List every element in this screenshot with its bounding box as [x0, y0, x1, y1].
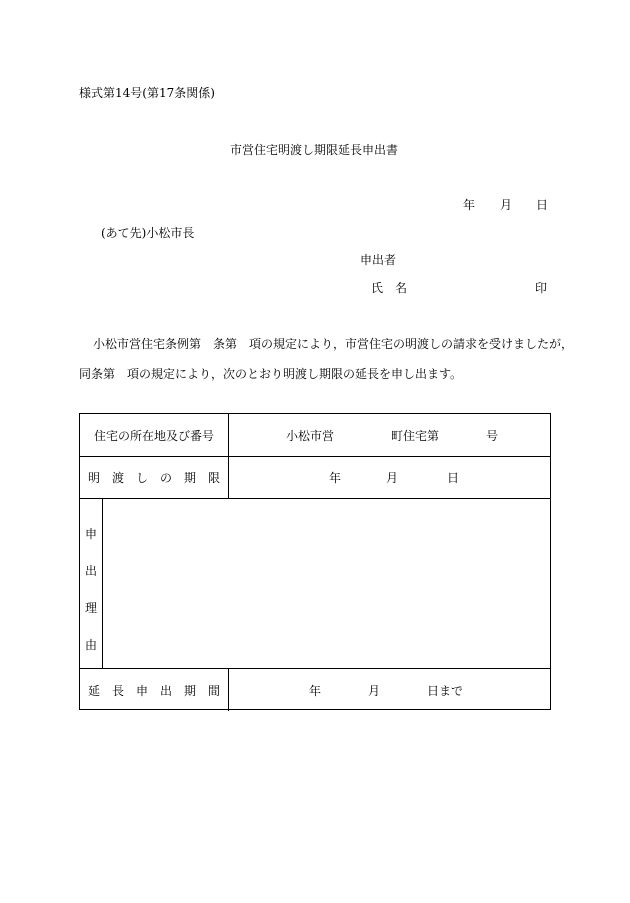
applicant-label: 申出者	[360, 253, 397, 267]
extension-label: 延 長 申 出 期 間	[80, 669, 229, 711]
reason-label-char-1: 申	[85, 527, 98, 541]
table-row-deadline	[80, 457, 550, 499]
reason-label-char-2: 出	[85, 564, 98, 578]
deadline-day: 日	[447, 471, 460, 485]
table-row-extension	[80, 669, 550, 711]
form-number: 様式第14号(第17条関係)	[79, 86, 215, 100]
reason-label-char-4: 由	[85, 638, 98, 652]
body-text-line2: 同条第 項の規定により，次のとおり明渡し期限の延長を申し出ます。	[79, 367, 463, 381]
deadline-value[interactable]	[229, 457, 550, 498]
document-title: 市営住宅明渡し期限延長申出書	[230, 143, 399, 157]
address-value[interactable]	[229, 414, 550, 456]
date-year: 年	[463, 198, 476, 212]
deadline-month: 月	[386, 471, 399, 485]
reason-input-area[interactable]	[103, 499, 550, 668]
application-table	[79, 413, 551, 710]
reason-label-char-3: 理	[85, 601, 98, 615]
address-city: 小松市営	[286, 428, 335, 443]
applicant-name-label: 氏 名	[371, 281, 408, 295]
deadline-label: 明 渡 し の 期 限	[80, 457, 229, 498]
addressee: (あて先)小松市長	[101, 226, 195, 240]
address-number: 号	[486, 428, 499, 443]
table-row-address	[80, 414, 550, 457]
seal-mark: 印	[535, 281, 548, 295]
extension-value[interactable]	[229, 669, 550, 711]
extension-day: 日まで	[427, 683, 464, 698]
address-town: 町住宅第	[391, 428, 440, 443]
deadline-year: 年	[329, 471, 342, 485]
body-text-line1: 小松市営住宅条例第 条第 項の規定により，市営住宅の明渡しの請求を受けましたが，	[93, 337, 574, 351]
reason-label	[80, 499, 103, 668]
address-label: 住宅の所在地及び番号	[80, 414, 229, 456]
table-row-reason	[80, 499, 550, 669]
extension-month: 月	[368, 683, 381, 698]
extension-year: 年	[309, 683, 322, 698]
date-day: 日	[536, 198, 549, 212]
date-month: 月	[500, 198, 513, 212]
